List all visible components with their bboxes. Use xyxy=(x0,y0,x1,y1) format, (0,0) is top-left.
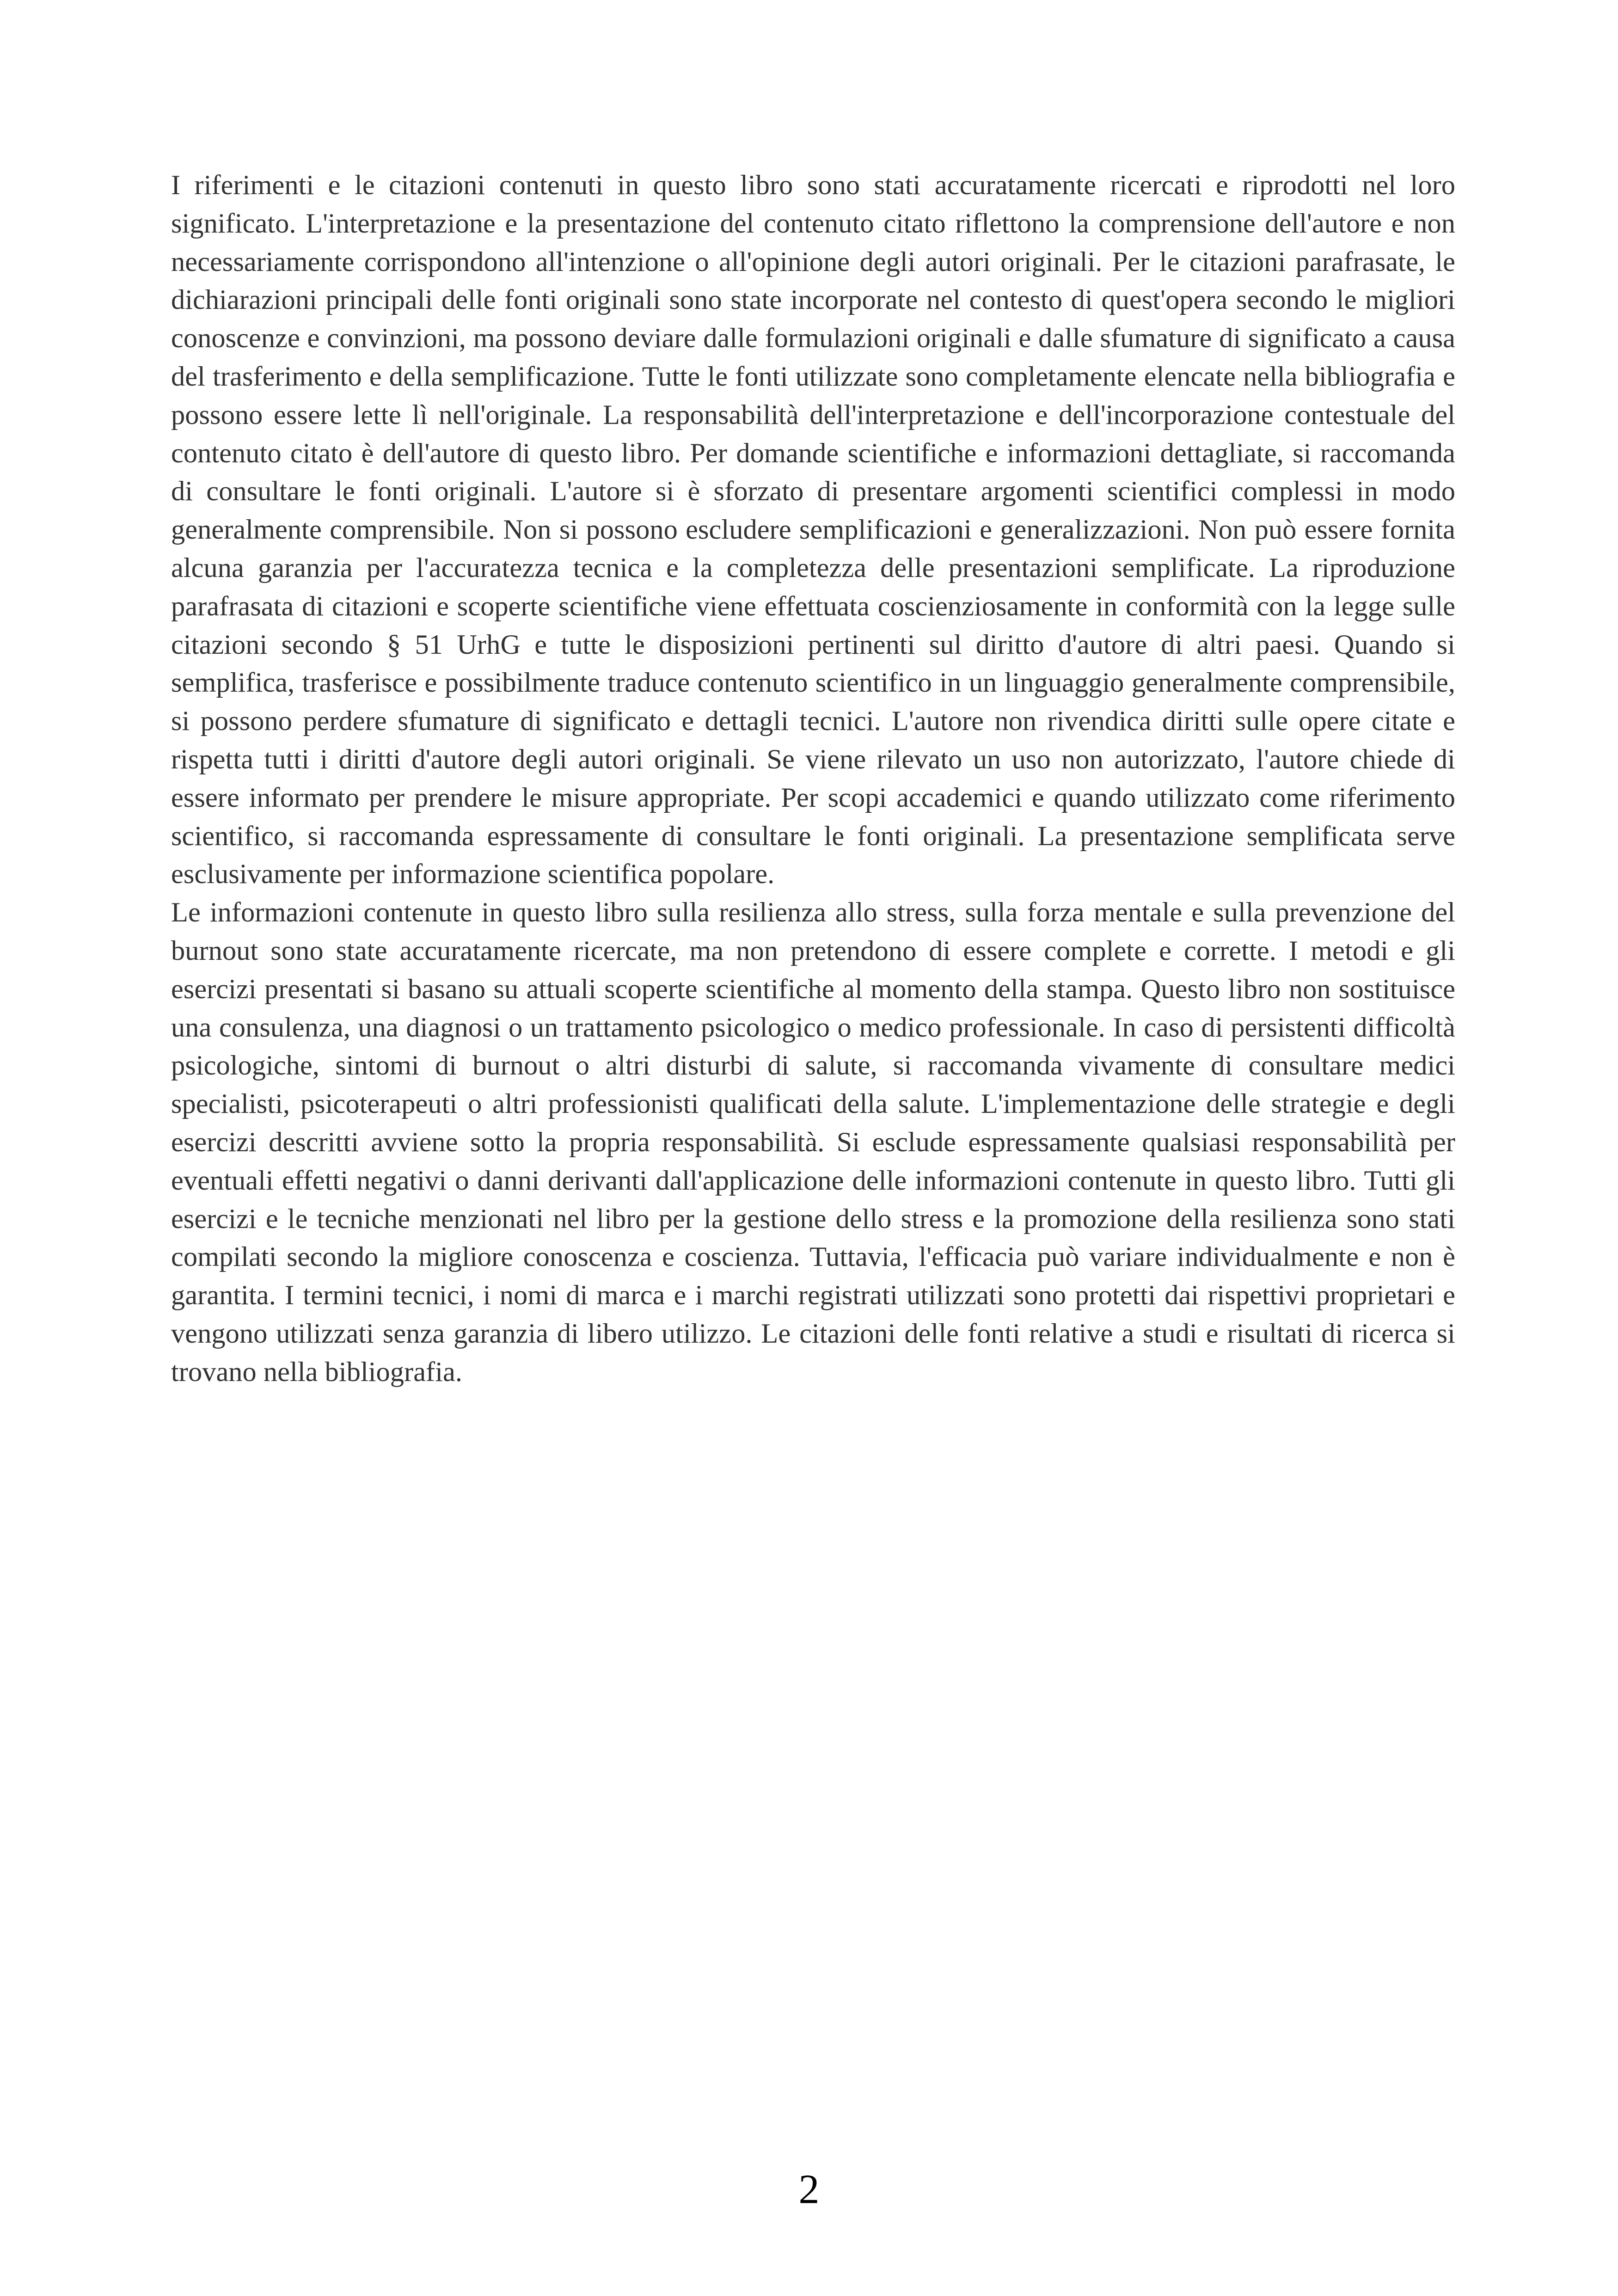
body-text xyxy=(171,166,1455,1392)
paragraph-citations-disclaimer: I riferimenti e le citazioni contenuti in questo libro sono stati accuratamente ricercati e riprodotti nel loro significato. L'interpretazione e la presentazione del contenuto citato riflettono la comprensione dell'autore e non necessariamente corrispondono all'intenzione o all'opinione degli autori originali. Per le citazioni parafrasate, le dichiarazioni principali delle fonti originali sono state incorporate nel contesto di quest'opera secondo le migliori conoscenze e convinzioni, ma possono deviare dalle formulazioni originali e dalle sfumature di significato a causa del trasferimento e della semplificazione. Tutte le fonti utilizzate sono completamente elencate nella bibliografia e possono essere lette lì nell'originale. La responsabilità dell'interpretazione e dell'incorporazione contestuale del contenuto citato è dell'autore di questo libro. Per domande scientifiche e informazioni dettagliate, si raccomanda di consultare le fonti originali. L'autore si è sforzato di presentare argomenti scientifici complessi in modo generalmente comprensibile. Non si possono escludere semplificazioni e generalizzazioni. Non può essere fornita alcuna garanzia per l'accuratezza tecnica e la completezza delle presentazioni semplificate. La riproduzione parafrasata di citazioni e scoperte scientifiche viene effettuata coscienziosamente in conformità con la legge sulle citazioni secondo § 51 UrhG e tutte le disposizioni pertinenti sul diritto d'autore di altri paesi. Quando si semplifica, trasferisce e possibilmente traduce contenuto scientifico in un linguaggio generalmente comprensibile, si possono perdere sfumature di significato e dettagli tecnici. L'autore non rivendica diritti sulle opere citate e rispetta tutti i diritti d'autore degli autori originali. Se viene rilevato un uso non autorizzato, l'autore chiede di essere informato per prendere le misure appropriate. Per scopi accademici e quando utilizzato come riferimento scientifico, si raccomanda espressamente di consultare le fonti originali. La presentazione semplificata serve esclusivamente per informazione scientifica popolare. xyxy=(171,170,1455,890)
paragraph-health-disclaimer: Le informazioni contenute in questo libro sulla resilienza allo stress, sulla forza mentale e sulla prevenzione del burnout sono state accuratamente ricercate, ma non pretendono di essere complete e corrette. I metodi e gli esercizi presentati si basano su attuali scoperte scientifiche al momento della stampa. Questo libro non sostituisce una consulenza, una diagnosi o un trattamento psicologico o medico professionale. In caso di persistenti difficoltà psicologiche, sintomi di burnout o altri disturbi di salute, si raccomanda vivamente di consultare medici specialisti, psicoterapeuti o altri professionisti qualificati della salute. L'implementazione delle strategie e degli esercizi descritti avviene sotto la propria responsabilità. Si esclude espressamente qualsiasi responsabilità per eventuali effetti negativi o danni derivanti dall'applicazione delle informazioni contenute in questo libro. Tutti gli esercizi e le tecniche menzionati nel libro per la gestione dello stress e la promozione della resilienza sono stati compilati secondo la migliore conoscenza e coscienza. Tuttavia, l'efficacia può variare individualmente e non è garantita. I termini tecnici, i nomi di marca e i marchi registrati utilizzati sono protetti dai rispettivi proprietari e vengono utilizzati senza garanzia di libero utilizzo. Le citazioni delle fonti relative a studi e risultati di ricerca si trovano nella bibliografia. xyxy=(171,897,1455,1387)
page-number: 2 xyxy=(798,2167,820,2212)
